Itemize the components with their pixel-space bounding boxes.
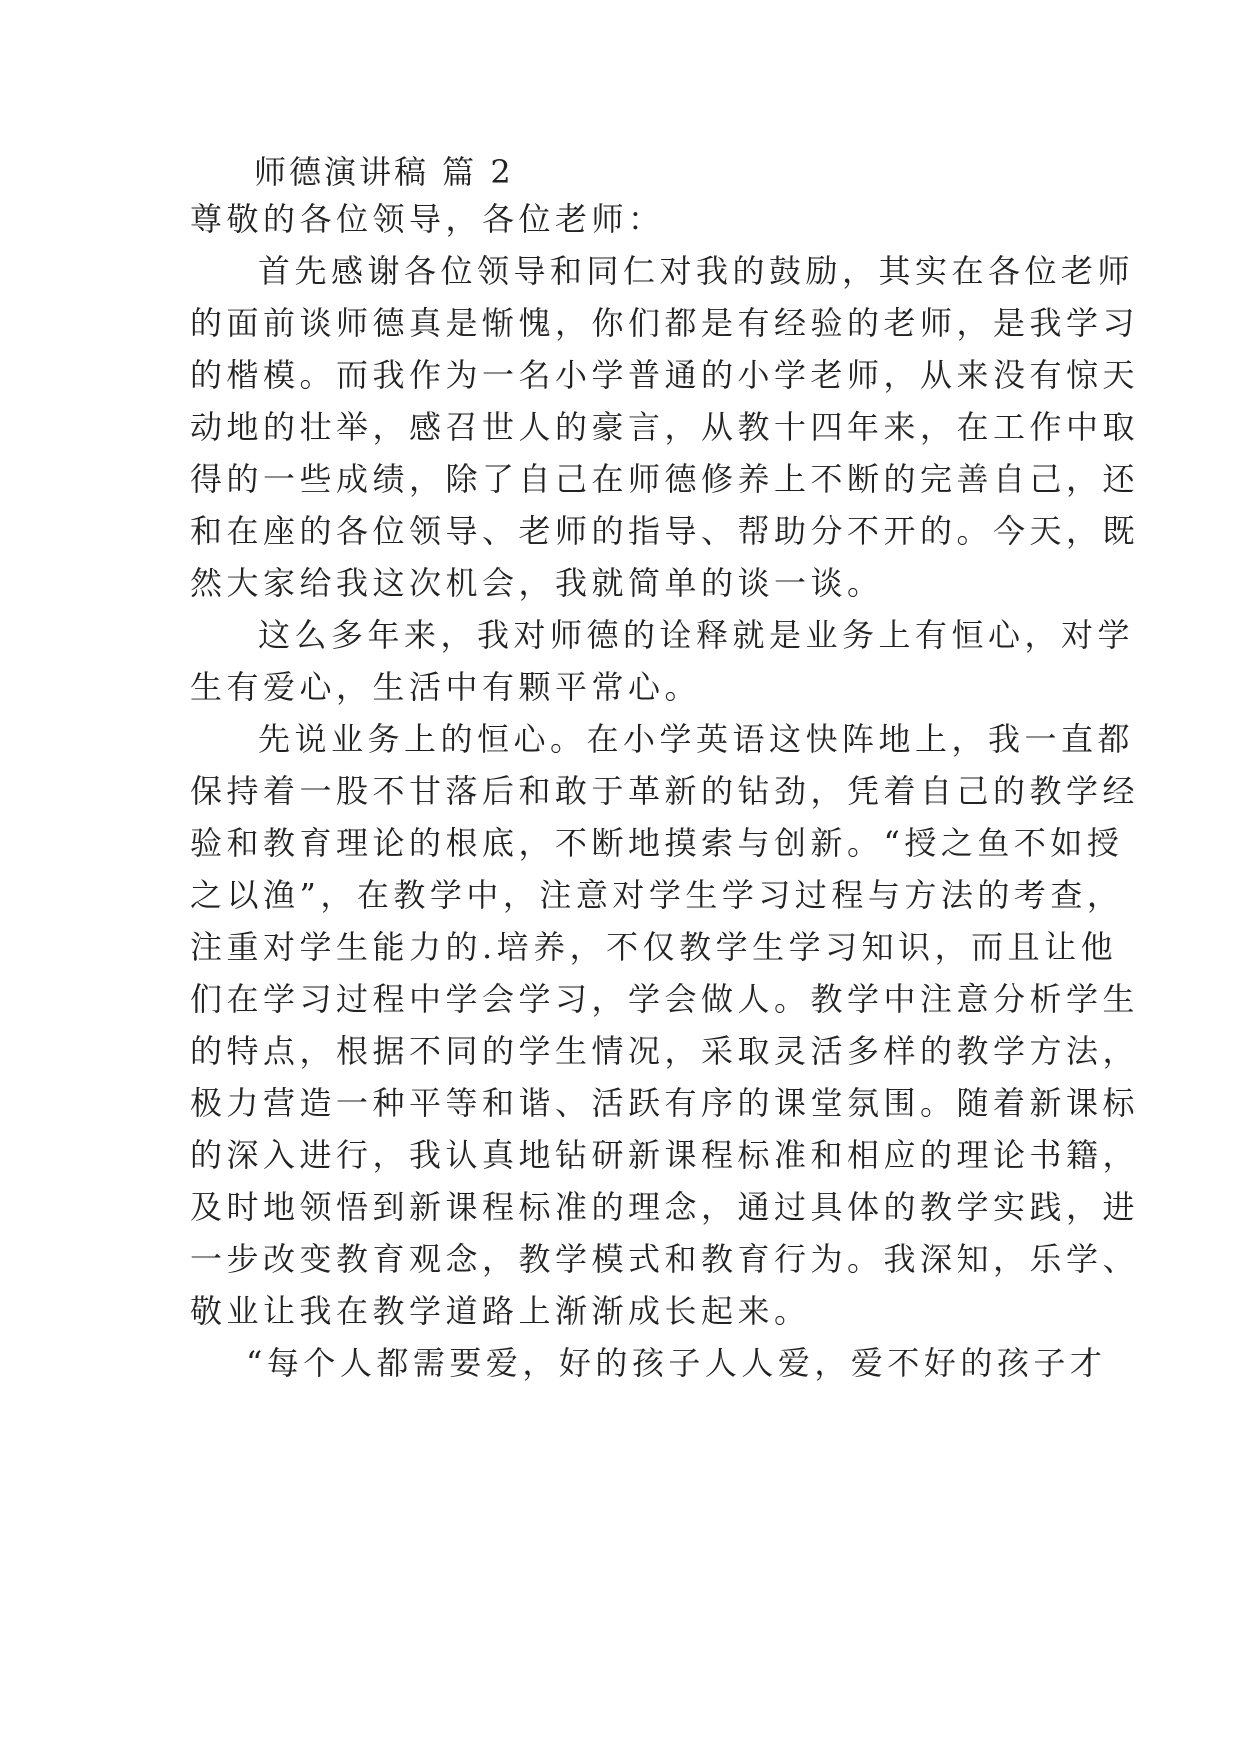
- paragraph-line: 及时地领悟到新课程标准的理念，通过具体的教学实践，进: [190, 1188, 1140, 1226]
- paragraph-line: 得的一些成绩，除了自己在师德修养上不断的完善自己，还: [190, 460, 1140, 498]
- paragraph-line: 首先感谢各位领导和同仁对我的鼓励，其实在各位老师: [258, 252, 1135, 290]
- paragraph-line: 的特点，根据不同的学生情况，采取灵活多样的教学方法，: [190, 1032, 1140, 1070]
- paragraph-line: 注重对学生能力的.培养，不仅教学生学习知识，而且让他: [190, 928, 1118, 966]
- paragraph-line: 动地的壮举，感召世人的豪言，从教十四年来，在工作中取: [190, 408, 1140, 446]
- paragraph-line: 之以渔”，在教学中，注意对学生学习过程与方法的考查，: [190, 876, 1124, 914]
- paragraph-line: 验和教育理论的根底，不断地摸索与创新。“授之鱼不如授: [190, 824, 1124, 862]
- paragraph-line: “每个人都需要爱，好的孩子人人爱，爱不好的孩子才: [246, 1344, 1107, 1382]
- paragraph-line: 敬业让我在教学道路上渐渐成长起来。: [190, 1292, 811, 1330]
- paragraph-line: 的深入进行，我认真地钻研新课程标准和相应的理论书籍，: [190, 1136, 1140, 1174]
- paragraph-line: 先说业务上的恒心。在小学英语这快阵地上，我一直都: [258, 720, 1135, 758]
- paragraph-line: 这么多年来，我对师德的诠释就是业务上有恒心，对学: [258, 616, 1135, 654]
- document-title: 师德演讲稿 篇 2: [254, 153, 514, 191]
- paragraph-line: 保持着一股不甘落后和敢于革新的钻劲，凭着自己的教学经: [190, 772, 1140, 810]
- paragraph-line: 们在学习过程中学会学习，学会做人。教学中注意分析学生: [190, 980, 1140, 1018]
- paragraph-line: 然大家给我这次机会，我就简单的谈一谈。: [190, 564, 884, 602]
- paragraph-line: 的面前谈师德真是惭愧，你们都是有经验的老师，是我学习: [190, 304, 1140, 342]
- paragraph-line: 极力营造一种平等和谐、活跃有序的课堂氛围。随着新课标: [190, 1084, 1140, 1122]
- paragraph-line: 和在座的各位领导、老师的指导、帮助分不开的。今天，既: [190, 512, 1140, 550]
- salutation-line: 尊敬的各位领导，各位老师：: [190, 200, 665, 238]
- paragraph-line: 的楷模。而我作为一名小学普通的小学老师，从来没有惊天: [190, 356, 1140, 394]
- paragraph-line: 生有爱心，生活中有颗平常心。: [190, 668, 702, 706]
- paragraph-line: 一步改变教育观念，教学模式和教育行为。我深知，乐学、: [190, 1240, 1140, 1278]
